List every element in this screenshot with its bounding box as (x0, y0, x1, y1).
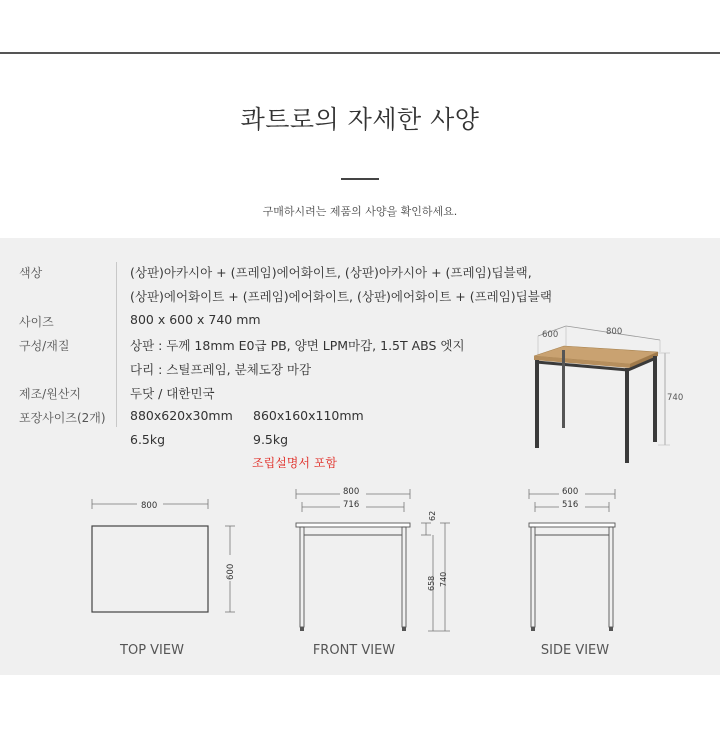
side-view-label: SIDE VIEW (540, 643, 610, 658)
front-view-top-height-label: 62 (428, 510, 437, 521)
top-view-drawing (85, 493, 245, 623)
color-value-line1: (상판)아카시아 + (프레임)에어화이트, (상판)아카시아 + (프레임)딥블랙, (130, 265, 532, 280)
top-view-depth-label: 600 (226, 563, 236, 580)
page-subtitle: 구매하시려는 제품의 사양을 확인하세요. (262, 205, 458, 218)
dim-width-label: 800 (606, 327, 623, 337)
top-view-label: TOP VIEW (120, 643, 184, 658)
top-divider (0, 52, 720, 54)
front-view-drawing (288, 483, 453, 633)
front-view-outer-width-label: 800 (343, 487, 360, 497)
size-label: 사이즈 (19, 315, 54, 329)
package-weight-1: 6.5kg (130, 432, 166, 447)
material-value-line1: 상판 : 두께 18mm E0급 PB, 양면 LPM마감, 1.5T ABS 엣지 (130, 338, 465, 353)
material-label: 구성/재질 (19, 339, 70, 353)
package-size-2: 860x160x110mm (253, 408, 364, 423)
color-label: 색상 (19, 266, 43, 280)
page-title: 콰트로의 자세한 사양 (240, 105, 480, 134)
side-view-inner-width-label: 516 (562, 500, 579, 510)
front-view-inner-width-label: 716 (343, 500, 360, 510)
package-weight-2: 9.5kg (253, 432, 289, 447)
material-value-line2: 다리 : 스틸프레임, 분체도장 마감 (130, 362, 312, 377)
origin-label: 제조/원산지 (19, 387, 82, 401)
dim-height-label: 740 (667, 393, 684, 403)
size-value: 800 x 600 x 740 mm (130, 312, 261, 327)
title-underline (341, 178, 379, 180)
color-value-line2: (상판)에어화이트 + (프레임)에어화이트, (상판)에어화이트 + (프레임)딥블랙 (130, 289, 552, 304)
front-view-label: FRONT VIEW (312, 643, 396, 658)
top-view-width-label: 800 (141, 501, 158, 511)
front-view-leg-height-label: 658 (427, 575, 436, 591)
side-view-drawing (520, 483, 630, 633)
assembly-note: 조립설명서 포함 (252, 456, 337, 470)
package-size-1: 880x620x30mm (130, 408, 233, 423)
side-view-outer-width-label: 600 (562, 487, 579, 497)
origin-value: 두닷 / 대한민국 (130, 386, 215, 401)
package-label: 포장사이즈(2개) (19, 411, 106, 425)
dim-depth-label: 600 (542, 330, 559, 340)
front-view-total-height-label: 740 (439, 571, 448, 587)
table-perspective-illustration (520, 318, 695, 473)
spec-divider (116, 262, 117, 427)
